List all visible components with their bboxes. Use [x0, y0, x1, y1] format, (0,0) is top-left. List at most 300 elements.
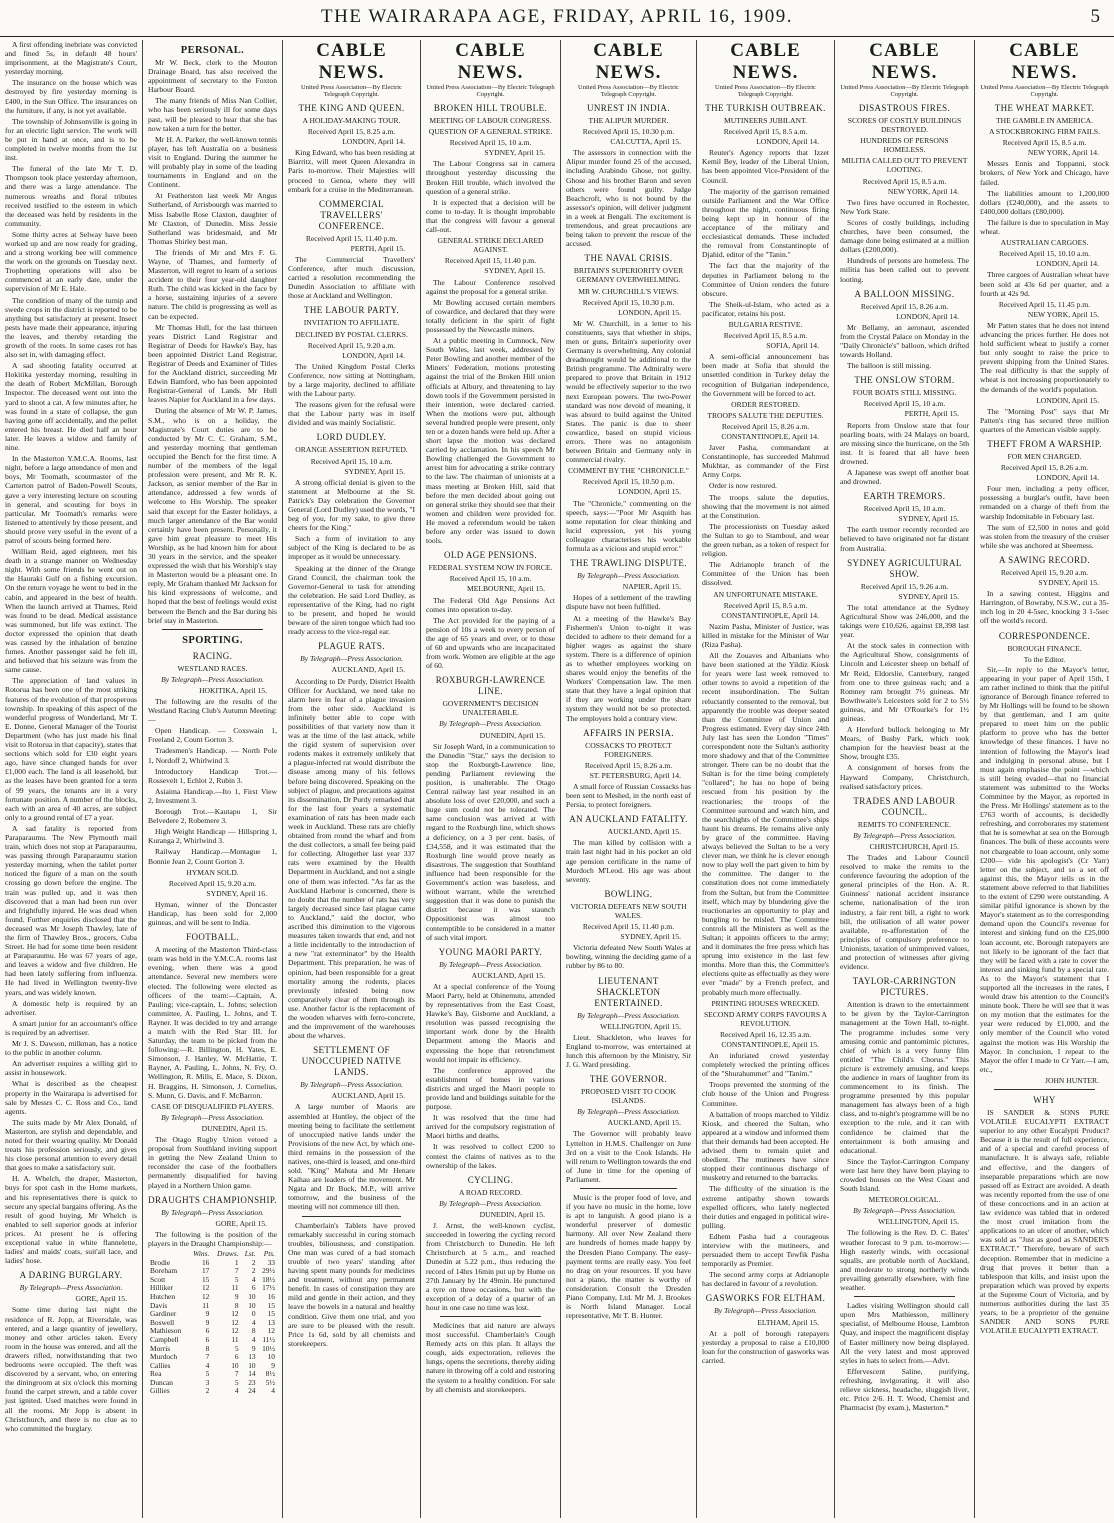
- player-name: Morris: [150, 1343, 171, 1353]
- place-date: SYDNEY, April 15.: [620, 932, 681, 942]
- column-header: Lst.: [244, 1248, 256, 1258]
- dateline: Received April 15, 8.26 a.m.: [860, 301, 949, 311]
- paragraph: The Governor will probably leave Lyttelton in H.M.S. Challenger on June 3rd on a visit to the Cook Islands. He will return to Wellington towards the end of June in time for the opening of Parliament.: [566, 1129, 691, 1184]
- subheadline: PRINTING HOUSES WRECKED.: [711, 998, 820, 1008]
- headline-trades: TRADES AND LABOUR COUNCIL.: [853, 795, 956, 817]
- subheadline: HYMAN SOLD.: [186, 867, 239, 877]
- headline-racing: RACING.: [192, 650, 233, 661]
- player-name: Brodie: [150, 1257, 171, 1267]
- paragraph: Hundreds of persons are homeless. The militia has been called out to prevent looting.: [840, 256, 969, 284]
- paragraph: It was resolved that the time had arrived for the compulsory registration of Maori births and deaths.: [426, 1113, 555, 1141]
- subheadline: MR W. CHURCHILL'S VIEWS.: [578, 286, 679, 296]
- dateline: Received April 15, 10 a.m.: [449, 574, 532, 584]
- paragraph: The troops salute the deputies, showing that the movement is not aimed at the Constitution.: [702, 492, 829, 520]
- paragraph: Hyman, winner of the Doncaster Handicap, has been sold for 2,000 guineas, and will be sent to India.: [148, 899, 277, 928]
- paragraph: Mr Bellamy, an aeronaut, ascended from the Crystal Palace on Monday in the "Daily Chronicle's" balloon, which drifted towards Holland.: [840, 322, 969, 360]
- subheadline: ORANGE ASSERTION REFUTED.: [295, 445, 408, 455]
- subheadline: ORDER RESTORED.: [731, 399, 800, 409]
- paragraph: At a public meeting in Cumnock, New South Wales, last week, addressed by Peter Bowling and another member of the Miners' Federation, motions protesting against the trial of the Broken Hill union officials at Albury, and threatening to lay down tools if the Government persisted in their intention, were declared carried. When the motions were put, although several hundred people were present, only ten or a dozen hands were held up. After a short lapse the motion was declared carried by acclamation. In his speech Mr Bowling challenged the Government to arrest him for advocating a strike contrary to the law. The chairman of unionists at a mass meeting at Broken Hill, said that before the men decided about going out on general strike they should see that their women and children were provided for. He moved a referendum would be taken before any order was issued to down tools.: [426, 336, 555, 546]
- paragraph: The Labour Conference resolved against the proposal for a general strike.: [426, 277, 555, 296]
- paragraph: The "Chronicle," commenting on the speech, says:—"Poor Mr Asquith has some reputation for clear thinking and lucid expression, yet his young colleague characterises his workable formula as a vicious and stupid error.": [566, 498, 691, 554]
- dateline: Received April 15, 8.26 a.m.: [584, 760, 673, 770]
- headline-travellers: COMMERCIAL TRAVELLERS' CONFERENCE.: [318, 198, 385, 231]
- score-cell: 7: [205, 1352, 210, 1362]
- paragraph: A strong official denial is given to the statement at Melbourne at the St. Patrick's Day celebration the Governor General (Lord Dudley) used the words, "I beg of you, for my sake, to give three cheers for the King.": [288, 477, 415, 533]
- paragraph: All the Zouaves and Albanians who have been stationed at the Yildiz Kiosk for years were last week removed to other towns to avoid a repetition of the recent insubordination. The Sultan reluctantly consented to the removal, but apparently the trouble was deeper seated than the Committee of Union and Progress estimated. Every day since 24th July last has seen the London "Times" correspondent note the Sultan's authority more shadowy and that of the Committee stronger. There can be no doubt that the Sultan is for the time being completely "collared"; he has no hope of being rescued from his position by the reactionaries; the troops of the Committee surround and watch him, and the searchlights of the Committee's ships haunt his dreams. He remains alive only by grace of the committee. Having always believed the Sultan to be a very clever man, we think he is clever enough now to play well the part given to him by the committee. The danger to the constitution does not come immediately from the Sultan, but from the Committee itself, which may by blundering give the reactionaries an opportunity to play and bungling to be misled. The Committee controls all the Ministers as well as the Sultan; it appoints officers to the army; and it dominates the free press which has sprung into existence in the last few months. More than this, the Committee's elections quite as effectually as they were ever "made" by a French prefect, and probably much more effectually.: [702, 651, 829, 997]
- score-cell: 29½: [262, 1266, 275, 1276]
- paragraph: Open Handicap. — Coxswain 1, Freeland 2, Count Gorton 3.: [148, 726, 277, 745]
- credit-line: By Telegraph—Press Association.: [853, 830, 956, 840]
- headline-fires: DISASTROUS FIRES.: [858, 103, 951, 113]
- paragraph: The man killed by collision with a train last night had in his pocket an old age pension certificate in the name of Murdoch M'Leod. His age was about seventy.: [566, 838, 691, 884]
- dateline: Received April 15, 8.26 a.m.: [1000, 463, 1089, 473]
- score-cell: 12: [231, 1309, 239, 1319]
- copyright-line: United Press Association—By Electric Telegraph Copyright.: [980, 84, 1109, 98]
- subheadline: MILITIA CALLED OUT TO PREVENT LOOTING.: [841, 156, 968, 175]
- score-cell: 13: [248, 1352, 256, 1362]
- paragraph: The balloon is still missing.: [847, 361, 932, 371]
- paragraph: The township of Johnsonville is going in for an electric light service. The work will be put in hand at once, and is to be completed in twelve months from the 1st inst.: [5, 116, 137, 163]
- headline-draughts: DRAUGHTS CHAMPIONSHIP.: [148, 1194, 277, 1205]
- paragraph: Victoria defeated New South Wales at bowling, winning the deciding game of a rubber by 86 to 80.: [566, 943, 691, 971]
- paragraph: Order is now restored.: [709, 481, 777, 491]
- paragraph: Nazim Pasha, Minister of Justice, was killed in mistake for the Minister of War (Riza Pasha).: [702, 621, 829, 649]
- dateline: Received April 16, 12.35 a.m.: [719, 1029, 812, 1039]
- dateline: Received April 15, 11.40 p.m.: [444, 256, 537, 266]
- headline-burglary: A DARING BURGLARY.: [19, 1270, 123, 1281]
- score-cell: 13: [267, 1317, 275, 1327]
- column-1: [0, 40, 142, 1518]
- credit-line: By Telegraph—Press Association.: [577, 1107, 680, 1117]
- headline-personal: PERSONAL.: [180, 45, 245, 56]
- headline-fatality: AN AUCKLAND FATALITY.: [569, 814, 688, 825]
- paragraph: Sir,—In reply to the Mayor's letter, appearing in your paper of April 15th, I am rather inclined to think that the pitiful ignorance of Borough finance referred to by Mr Hollings will be found to be shown by that gentleman, and I am quite prepared to meet him on the public platform to prove who has the better knowledge of these finances. I have no intention of following the Mayor's lead and indulging in personal abuse, but I must again emphasise the point —which is still being evaded—that no financial statement was submitted to the Works Committee by the Mayor, as reported in the Press. Mr Hollings' statement as to the £763 worth of accounts, is decidedly refreshing, and corroborates my statement that he is somewhat at sea on the Borough finances. The bulk of these accounts were not chargeable to loan account, only some £200— vide his apologist's (Cr Yarr) letter on the subject, and so a set off against this, the Mayor tells us in the statement above referred to that liabilities to the extent of £290 were outstanding. A similar pitiful ignorance is shown by the Mayor's statement as to the corresponding demand upon the Council's revenue for interest and sinking fund on the £25,000 loan account, etc. Borough ratepayers are not likely to be ignorant of the fact that they will be faced with a rate to cover the interest and sinking fund by a special rate. As to the Mayor's statement that I supported all the increases in the rates, I would draw his attention to the Council's minute book. There he will see that it was on my motion that the estimates for the year were reduced by £1,000, and the only member of the Council who voted against the motion was His Worship the Mayor. In conclusion, I repeat to the Mayor the offer I made to Cr Yarr.—I am, etc.,: [980, 664, 1109, 1074]
- score-cell: 10½: [262, 1343, 275, 1353]
- score-cell: 6: [251, 1283, 256, 1293]
- subheadline: COMMENT BY THE "CHRONICLE.": [568, 466, 689, 476]
- score-cell: 4: [251, 1334, 256, 1344]
- headline-gasworks: GASWORKS FOR ELTHAM.: [705, 1293, 826, 1304]
- divider: [580, 1188, 677, 1189]
- score-cell: 4: [205, 1360, 210, 1370]
- paragraph: Attention is drawn to the entertainment to be given by the Taylor-Carrington management at the Town Hall, to-night. The programme includes some very amusing comic and pantomimic pictures, chief of which is a very funny film entitled "The Child's Chorus." This picture is extremely amusing, and keeps the audience in roars of laughter from its commencement to its finish. The programme presented by this popular management has always been of a high class, and to-night's programme will be no exception to the rule, and it can with confidence be claimed that the entertainment is both amusing and educational.: [840, 1000, 969, 1155]
- paragraph: It is expected that a decision will be come to to-day. It is thought improbable that the congress will favour a general call-out.: [426, 197, 555, 235]
- paragraph: Railway Handicap.—Montague 1, Bonnie Jean 2, Count Gorton 3.: [148, 847, 277, 866]
- advertisement: IS SANDER & SONS PURE VOLATILE EUCALYPTI EXTRACT superior to any other Eucalypti Product? Because it is the result of full experience, and of a special and careful process of manufacture. It is always safe, reliable and effective, and the dangers of inseparable preparations which are now passed off as Extract are avoided. A death was recently reported from the use of one of these concoctions and in an action at law evidence was tabled that in ordered the most cruel imitation from the applications to an ulcer of another, which was sold as "Just as good as SANDER'S EXTRACT." Therefore, beware of such deception. Remember that in medicine a drug that proves it better than a tablespoon that kills, and insist upon the preparation which was proved by experts at the Supreme Court of Victoria, and by numerous authorities during the last 35 years, to be a proprietor of the genuine SANDER AND SONS PURE VOLATILE EUCALYPTI EXTRACT.: [980, 1108, 1109, 1336]
- subheadline: GOVERNMENT'S DECISION UNALTERABLE.: [442, 699, 539, 718]
- dateline: Received April 15, 10.10 a.m.: [998, 249, 1091, 259]
- masthead: [0, 0, 1114, 37]
- score-cell: 11½: [262, 1334, 275, 1344]
- subheadline: HUNDREDS OF PERSONS HOMELESS.: [860, 136, 949, 155]
- headline-storm: THE ONSLOW STORM.: [854, 375, 955, 386]
- subheadline: QUESTION OF A GENERAL STRIKE.: [428, 127, 553, 137]
- paragraph: Mr Patten states that he does not intend advancing the prices further. He does not hold sufficient wheat to justify a corner but only sought to raise the price to prevent shipping from the United States. The real difficulty is that the supply of wheat is not increasing proportionately to the demands of the world's population.: [980, 320, 1109, 394]
- subheadline: AUSTRALIAN CARGOES.: [1000, 238, 1089, 248]
- score-cell: 8½: [265, 1369, 275, 1379]
- place-date: SYDNEY, April 15.: [898, 514, 959, 524]
- place-date: WELLINGTON, April 15.: [878, 1217, 959, 1227]
- dateline: Received April 15, 10 a.m.: [310, 456, 393, 466]
- paragraph: The second army corps at Adrianople has declared in favour of a revolution.: [702, 1270, 829, 1289]
- place-date: SYDNEY, April 16.: [206, 888, 267, 898]
- place-date: HOKITIKA, April 15.: [199, 685, 267, 695]
- paragraph: Troops prevented the storming of the club house of the Union and Progress Committee.: [702, 1080, 829, 1108]
- paragraph: A battalion of troops marched to Yildiz Kiosk, and cheered the Sultan, who appeared at a window and informed them that their demands had been accepted. He advised them to remain quiet and obedient. The mutineers have since stopped their continuous discharge of musketry and returned to the barracks.: [702, 1109, 829, 1183]
- paragraph: The liabilities amount to 1,200,000 dollars (£240,000), and the assets to £400,000 dollars (£80,000).: [980, 188, 1109, 216]
- score-cell: 4: [251, 1317, 256, 1327]
- paragraph: A smart junior for an accountant's office is required by an advertiser.: [5, 1018, 137, 1037]
- divider: [162, 629, 263, 630]
- paragraph: The Labour Congress sat in camera throughout yesterday discussing the Broken Hill trouble, which involved the question of a general strike.: [426, 159, 555, 196]
- subheadline: PROPOSED VISIT TO COOK ISLANDS.: [580, 1087, 676, 1106]
- dateline: Received April 15, 8.25 a.m.: [307, 127, 396, 137]
- section-heading: CABLE NEWS.: [869, 40, 940, 83]
- paragraph: According to Dr Purdy, District Health Officer for Auckland, we need take no alarm here in fear of a plague invasion from the other side. Auckland is infinitely better able to cope with possibilities of that variety now than it was at the time of the last attack, while the rigid system of supervision over rodents makes it extremely unlikely that a plague-infected rat would distribute the disease among many of his fellows before being discovered. Speaking on the subject of plague, and precautions against its dissemination, Dr Purdy remarked that for the last four years a systematic examination of rats has been made each week in Auckland. These rats are chiefly obtained from round the wharf and from the dust collectors, a small fee being paid for collecting. Altogether last year 337 rats were examined by the Health Department in Auckland, and not a single one of them was infected. "As far as the Auckland Harbour is concerned, there is no doubt that the number of rats has very largely decreased since last plague came to Auckland," said the doctor, who ascribed this diminution to the vigorous measures taken towards that end, and not a little incidentally to the introduction of a new "rat exterminator" by the Health Department. This preparation, he was of opinion, had been responsible for a great mortality among the rodents, places previously infested being now comparatively clear of them through its use. Another factor is the replacement of the wooden wharves with ferro-concrete, and the improvement of the warehouses about the wharves.: [288, 676, 415, 1041]
- headline-sporting: SPORTING.: [182, 634, 243, 646]
- player-name: Murdoch: [150, 1352, 178, 1362]
- score-cell: 7: [234, 1369, 239, 1379]
- score-cell: 16: [267, 1291, 275, 1301]
- paragraph: Some thirty acres at Selway have been worked up and are now ready for grading, and a strong working bee will commence the work on the grounds on Tuesday next. Trophetting operations will also be commenced at an early date, under the supervision of Mr E. Hale.: [5, 229, 137, 294]
- paragraph: Mr H. A. Parker, the well-known tennis player, has left Australia on a business visit to England. During the summer he will probably play in some of the leading tournaments in England and on the Continent.: [148, 134, 277, 190]
- dateline: Received April 15, 8.26 a.m.: [721, 421, 810, 431]
- place-date: CHRISTCHURCH, April 15.: [869, 841, 959, 851]
- paragraph: An advertiser requires a willing girl to assist in housework.: [5, 1059, 137, 1078]
- score-cell: 10: [248, 1300, 256, 1310]
- place-date: NEW YORK, April 15.: [1027, 309, 1099, 319]
- subheadline: INVITATION TO AFFILIATE.: [303, 318, 400, 328]
- score-cell: 8: [205, 1343, 210, 1353]
- paragraph: The Federal Old Age Pensions Act comes into operation to-day.: [426, 595, 555, 614]
- headline-bowling: BOWLING.: [604, 888, 653, 899]
- place-date: GORE, April 15.: [75, 1294, 127, 1304]
- divider: [440, 1316, 541, 1317]
- paragraph: Such a form of invitation to any subject of the King is declared to be as improper as it would be unnecessary.: [288, 534, 415, 562]
- headline-cycling: CYCLING.: [467, 1174, 514, 1185]
- paragraph: The "Morning Post" says that Mr Patten's ring has secured three million quarters of the American visible supply.: [980, 406, 1109, 434]
- dateline: Received April 15, 8.5 a.m.: [723, 331, 808, 341]
- paragraph: A Japanese was swept off another boat and drowned.: [840, 468, 969, 487]
- score-cell: 12: [231, 1326, 239, 1336]
- paragraph: The conference approved the establishment of homes in various districts and urged the Maori people to provide land and buildings suitable for the purpose.: [426, 1065, 555, 1112]
- paragraph: The following are the results of the Westland Racing Club's Autumn Meeting:—: [148, 697, 277, 725]
- paragraph: High Weight Handicap — Hillspring 1, Kuranga 2, Whirlwind 3.: [148, 827, 277, 846]
- place-date: PERTH, April 15.: [350, 243, 405, 253]
- column-3: [282, 40, 420, 1518]
- place-date: DUNEDIN, April 15.: [479, 730, 545, 740]
- subheadline: AN UNFORTUNATE MISTAKE.: [713, 589, 818, 599]
- place-date: CONSTANTINOPLE, April 15.: [721, 1040, 819, 1049]
- score-cell: 6: [205, 1326, 210, 1336]
- credit-line: By Telegraph—Press Association.: [300, 1080, 403, 1090]
- headline-maori-party: YOUNG MAORI PARTY.: [438, 946, 543, 957]
- paragraph: Asiaima Handicap.—Ito 1, First View 2, Investment 3.: [148, 786, 277, 805]
- paragraph: H. A. Whelch, the draper, Masterton, buys for spot cash in the Home markets, and his representatives there is quick to secure any special bargains offering. As the result of good buying, Mr Whelch is enabled to sell superior goods at inferior prices. At present he is offering exceptional value in white flannelette, ladies' and maids' coats, suit'all lace, and ladies' hose.: [5, 1174, 137, 1266]
- player-name: Hutchen: [150, 1291, 176, 1301]
- place-date: AUCKLAND, April 15.: [331, 1091, 405, 1101]
- score-cell: 33: [267, 1257, 275, 1267]
- subheadline: THE GAMBLE IN AMERICA.: [995, 116, 1094, 125]
- dateline: Received April 15, 8.5 a.m.: [862, 176, 947, 186]
- credit-line: By Telegraph—Press Association.: [577, 1010, 680, 1020]
- dateline: Received April 15, 10 a.m.: [863, 399, 946, 409]
- score-cell: 5: [234, 1274, 239, 1284]
- dateline: Received April 15, 9.26 a.m.: [860, 581, 949, 591]
- column-header: Wins.: [193, 1248, 210, 1258]
- score-cell: 4: [234, 1386, 239, 1396]
- credit-line: By Telegraph—Press Association.: [439, 959, 542, 969]
- paragraph: The Otago Rugby Union vetoed a proposal from Southland inviting support in getting the New Zealand Union to reconsider the case of the footballers permanently disqualified for having played in a Northern Union game.: [148, 1135, 277, 1190]
- column-4: [420, 40, 560, 1518]
- player-name: Mathieson: [150, 1326, 182, 1336]
- player-name: Davis: [150, 1300, 168, 1310]
- paragraph: The fact that the majority of the deputies in Parliament belong to the Committee of Union renders the future obscure.: [702, 261, 829, 298]
- table-row: [148, 1293, 277, 1302]
- copyright-line: United Press Association—By Electric Telegraph Copyright.: [840, 84, 969, 98]
- score-cell: 12: [201, 1283, 210, 1293]
- column-2: [142, 40, 282, 1518]
- score-cell: 10: [231, 1360, 239, 1370]
- player-name: Boreham: [150, 1266, 178, 1276]
- dateline: Received April 15, 9.20 a.m.: [168, 878, 257, 888]
- credit-line: By Telegraph—Press Association.: [439, 719, 542, 729]
- headline-correspondence: CORRESPONDENCE.: [998, 630, 1091, 641]
- paragraph: Reuter's Agency reports that Izzet Kemil Bey, leader of the Liberal Union, has been appointed Vice-President of the Council.: [702, 148, 829, 185]
- dateline: Received April 15, 8.5 a.m.: [1002, 138, 1087, 148]
- place-date: AUCKLAND, April 15.: [607, 1118, 681, 1128]
- score-cell: 9: [271, 1360, 275, 1370]
- place-date: SYDNEY, April 15.: [1038, 578, 1099, 588]
- headline-rats: PLAGUE RATS.: [318, 641, 385, 652]
- advertisement: Effervescent Saline, purifying, refreshing, invigorating, it will also relieve sickness, headache, sluggish liver, etc. Price 2/6. H. T. Wood, Chemist and Pharmacist (by exam.), Masterton.*: [840, 1366, 969, 1413]
- place-date: NEW YORK, April 14.: [887, 186, 959, 196]
- score-cell: 4: [251, 1274, 256, 1284]
- player-name: Campbell: [150, 1334, 179, 1344]
- score-cell: 9: [251, 1343, 256, 1353]
- place-date: SYDNEY, April 15.: [898, 591, 959, 601]
- place-date: NEW YORK, April 14.: [1027, 148, 1099, 158]
- subheadline: A HOLIDAY-MAKING TOUR.: [302, 116, 401, 125]
- section-heading: CABLE NEWS.: [593, 40, 664, 83]
- paragraph: The Sheik-ul-Islam, who acted as a pacificator, retains his post.: [702, 299, 829, 318]
- place-date: LONDON, April 14.: [756, 137, 819, 147]
- paragraph: The many friends of Miss Nan Collier, who has been seriously ill for some days past, will be pleased to hear that she has now taken a turn for the better.: [148, 96, 277, 133]
- paragraph: The reasons given for the refusal were that the Labour party was in itself divided and was mainly Socialistic.: [288, 400, 415, 428]
- headline-trawling: THE TRAWLING DISPUTE.: [570, 558, 687, 569]
- paragraph: The insurance on the house which was destroyed by fire yesterday morning is £400, in the Sun Office. The insurances on the furniture, if any, is not yet available.: [5, 78, 137, 115]
- paragraph: The Trades and Labour Council resolved to make the remits to the conference favouring the adoption of the general principles of the Hon. A. R. Guinness' national accident insurance scheme, nationalisation of the iron industry, a fair rent bill, a right to work bill, the utilisation of all water power available, re-afforestation of the principles of compulsory preference to Unionists, taxation of unimproved values, and protection of witnesses after giving evidence.: [840, 853, 969, 972]
- dateline: Received April 15, 9.20 a.m.: [1000, 567, 1089, 577]
- score-cell: 6: [234, 1352, 239, 1362]
- table-row: [148, 1362, 277, 1371]
- player-name: Scott: [150, 1274, 166, 1284]
- advertisement: Medicines that aid nature are always most successful. Chamberlain's Cough Remedy acts on this plan. It allays the cough, aids expectoration, relieves the lungs, opens the secretions, thereby aiding nature in throwing off a cold and restoring the system to a healthy condition. For sale by all chemists and storekeepers.: [426, 1320, 555, 1394]
- paragraph: King Edward, who has been residing at Biarritz, will meet Queen Alexandra in Paris to-morrow. Their Majesties will proceed to Genoa, where they will embark for a cruise in the Mediterranean.: [288, 148, 415, 194]
- subheadline: GENERAL STRIKE DECLARED AGAINST.: [437, 236, 544, 255]
- subheadline: FEDERAL SYSTEM NOW IN FORCE.: [428, 563, 553, 573]
- headline-turkish: THE TURKISH OUTBREAK.: [705, 103, 826, 113]
- signature: JOHN HUNTER.: [1045, 1075, 1099, 1085]
- draughts-table: [148, 1250, 277, 1396]
- headline-king: THE KING AND QUEEN.: [298, 103, 405, 113]
- column-8: [974, 40, 1114, 1518]
- column-6: [696, 40, 834, 1518]
- table-row: [148, 1387, 277, 1396]
- headline-shackleton: LIEUTENANT SHACKLETON ENTERTAINED.: [594, 975, 663, 1008]
- score-cell: 8: [234, 1300, 239, 1310]
- paragraph: The Adrianople branch of the Committee of the Union has been dissolved.: [702, 560, 829, 588]
- player-name: Duncan: [150, 1377, 173, 1387]
- score-cell: 11: [231, 1334, 239, 1344]
- player-name: Gillies: [150, 1386, 170, 1396]
- credit-line: By Telegraph—Press Association.: [577, 571, 680, 581]
- place-date: CALCUTTA, April 15.: [610, 137, 681, 147]
- place-date: DUNEDIN, April 15.: [479, 1209, 545, 1219]
- page-number: 5: [1090, 6, 1100, 27]
- copyright-line: United Press Association—By Electric Telegraph Copyright.: [426, 84, 555, 98]
- credit-line: By Telegraph—Press Association.: [300, 654, 403, 664]
- section-heading: CABLE NEWS.: [455, 40, 526, 83]
- section-heading: CABLE NEWS.: [316, 40, 387, 83]
- score-cell: 5½: [265, 1377, 275, 1387]
- score-cell: 9: [205, 1309, 210, 1319]
- paragraph: The total attendance at the Sydney Agricultural Show was 246,000, and the takings were £10,626, against £8,398 last year.: [840, 602, 969, 640]
- headline-football: FOOTBALL.: [186, 932, 239, 943]
- paragraph: An infuriated crowd yesterday completely wrecked the printing offices of the "Shurahummet" and "Tanim.": [702, 1051, 829, 1079]
- paragraph: Mr W. Beck, clerk to the Mouton Drainage Board, has also received the appointment of secretary to the Foxton Harbour Board.: [148, 58, 277, 95]
- score-cell: 11: [202, 1300, 210, 1310]
- credit-line: By Telegraph—Press Association.: [19, 1283, 123, 1293]
- paragraph: A sad shooting fatality occurred at Hokitika yesterday morning, resulting in the death of Robert McMillan, Borough Inspector. The deceased went out into the yard to shoot a cat. A few minutes after, he was found in a state of collapse, the gun having gone off accidentally, and the pellet entered his breast. He died half an hour later. He leaves a widow and family of nine.: [5, 361, 137, 453]
- player-name: Hilliker: [150, 1283, 173, 1293]
- score-cell: 10: [248, 1360, 256, 1370]
- headline-roxburgh: ROXBURGH-LAWRENCE LINE.: [435, 675, 546, 697]
- advertisement: Chamberlain's Tablets have proved remarkably successful in curing stomach troubles, biliousness, and constipation. One man was cured of a bad stomach trouble of two years' standing after having spent many pounds for medicines and treatment, without any permanent benefit. In cases of constipation they are mild and gentle in their action, and they leave the bowels in a natural and healthy condition. Give them one trial, and you are sure to be pleased with the result. Price 1s 6d, sold by all chemists and storekeepers.: [288, 1220, 415, 1348]
- subheadline: BULGARIA RESTIVE.: [728, 319, 803, 329]
- subheadline: FOUR BOATS STILL MISSING.: [852, 388, 957, 398]
- subheadline: A ROAD RECORD.: [458, 1187, 523, 1197]
- paragraph: The earth tremor recently recorded are believed to have originated not far distant from Australia.: [840, 525, 969, 553]
- paragraph: At a special conference of the Young Maori Party, held at Ohinemutu, attended by representatives from the East Coast, Hawke's Bay, Gisborne and Auckland, a resolution was passed recognising the important work done by the Health Department among the Maoris and expressing the hope that retrenchment would not impair its efficiency.: [426, 981, 555, 1064]
- paragraph: At the stock sales in connection with the Agricultural Show, consignments of Lincoln and Leicester sheep on behalf of Mr Reid, Eldorslie, Canterbury, ranged from one to three guineas each; and a Romney ram brought 7½ guineas. Mr Bowthwaite's Leicesters sold for 2 to 5½ guineas, and Mr O'Rourke's for 1½ guineas.: [840, 641, 969, 723]
- paragraph: Speaking at the dinner of the Orange Grand Council, the chairman took the Governor-General to task for attending the celebration. He said Lord Dudley, as representative of the King, had no right to be present, and hoped he would beware of the siren tongue which had too ready access to the vice-regal ear.: [288, 563, 415, 637]
- subheadline: A STOCKBROKING FIRM FAILS.: [988, 127, 1101, 137]
- dateline: Received April 15, 10.30 p.m.: [582, 127, 675, 137]
- paragraph: A semi-official announcement has been made at Sofia that should the unsettled condition in Turkey delay the recognition of Bulgarian independence, the Government will be forced to act.: [702, 352, 829, 398]
- headline-persia: AFFAIRS IN PERSIA.: [583, 727, 674, 738]
- subheadline: VICTORIA DEFEATS NEW SOUTH WALES.: [570, 901, 687, 920]
- dateline: Received April 15, 11.40 p.m.: [305, 233, 398, 243]
- score-cell: 12: [201, 1291, 210, 1301]
- score-cell: 18½: [262, 1274, 275, 1284]
- dateline: Received April 15, 10 a.m.: [449, 138, 532, 148]
- paragraph: William Reid, aged eighteen, met his death in a strange manner on Wednesday night. With some friends he went out on the Hauraki Gulf on a fishing excursion. On the return voyage he went to bed in the cabin, and appeared in the best of health. When the launch arrived at Thames, Reid was found to be dead. Medical assistance was summoned, but life was extinct. The doctor expressed the opinion that death was caused by the inhalation of benzine fumes. Another passenger said he felt ill, and believed that his seizure was from the same cause.: [5, 547, 137, 675]
- paragraph: Mr J. S. Dawson, milkman, has a notice to the public in another column.: [5, 1039, 137, 1058]
- score-cell: 15: [201, 1274, 210, 1284]
- paragraph: Introductory Handicap Trot.—Rossevelt 1, Echlot 2, Rubin 3.: [148, 766, 277, 785]
- dateline: Received April 15, 10 a.m.: [863, 504, 946, 514]
- subheadline: BRITAIN'S SUPERIORITY OVER GERMANY OVERWHELMING.: [573, 266, 684, 285]
- paragraph: Edhem Pasha had a courageous interview with the mutineers, and persuaded them to accept Tewfik Pasha temporarily as Premier.: [702, 1231, 829, 1269]
- paragraph: The appreciation of land values in Rotorua has been one of the most striking features of the evolution of that prosperous township. In speaking of this aspect of the wonderful progress of Wonderland, Mr T. E. Donne, General Manager of the Tourist Department (who has just made his final visit to Rotorua in that capacity), states that sections which sold for £30 eight years ago, have since changed hands for over £1,000 each. The land is all leasehold, but as the leases have been granted for a term of 99 years, the tenants are in a very fortunate position. A number of the blocks, each with an area of 40 acres, are subject only to a ground rental of £7 a year.: [5, 676, 138, 822]
- paragraph: The following is the Rev. D. C. Bates' weather forecast to 9 p.m. to-morrow:—High easterly winds, with occasional squalls, are probable north of Auckland, and moderate to strong northerly winds prevailing generally elsewhere, with fine weather.: [840, 1228, 969, 1293]
- headline-theft: THEFT FROM A WARSHIP.: [987, 439, 1102, 449]
- subheadline: SECOND ARMY CORPS FAVOURS A REVOLUTION.: [703, 1009, 828, 1028]
- newspaper-title: THE WAIRARAPA AGE, FRIDAY, APRIL 16, 1909.: [321, 6, 793, 27]
- score-cell: 16: [201, 1257, 210, 1267]
- table-row: [148, 1267, 277, 1276]
- headline-show: SYDNEY AGRICULTURAL SHOW.: [847, 557, 962, 579]
- dateline: Received April 15, 10.30 p.m.: [582, 297, 675, 307]
- score-cell: 10: [267, 1352, 275, 1362]
- salutation: To the Editor.: [1023, 654, 1066, 664]
- paragraph: The processionists on Tuesday asked the Sultan to go to Stamboul, and wear the green turban, as a token of respect for religion.: [702, 521, 829, 559]
- score-cell: 2: [205, 1386, 210, 1396]
- paragraph: J. Arnst, the well-known cyclist, succeeded in lowering the cycling record from Christchurch to Dunedin. He left Christchurch at 5 a.m., and reached Dunedin at 5.22 p.m., thus reducing the record of 14hrs 16min put up by Hume on 27th January by 1hr 49min. He punctured a tyre on three occasions, but with the exception of a delay of a quarter of an hour in one case no time was lost.: [426, 1221, 555, 1312]
- credit-line: By Telegraph—Press Association.: [161, 1112, 264, 1122]
- paragraph: At Featherston last week Mr Angus Sutherland, of Arrisbourgh was married to Miss Isabelle Rose Claxton, daughter of Mr Claxton, of Dunedin. Miss Jessie Sutherland was bridesmaid, and Mr Thomas Shirley best man.: [148, 191, 277, 246]
- credit-line: By Telegraph—Press Association.: [161, 1207, 264, 1217]
- place-date: AUCKLAND, April 15.: [331, 665, 405, 675]
- paragraph: A first offending inebriate was convicted and fined 5s, in default 48 hours' imprisonment, at the Magistrate's Court, yesterday morning.: [5, 40, 137, 77]
- subheadline: CASE OF DISQUALIFIED PLAYERS.: [151, 1101, 274, 1111]
- score-cell: 15: [267, 1309, 275, 1319]
- score-cell: 6: [205, 1334, 210, 1344]
- place-date: LONDON, April 14.: [1036, 259, 1099, 269]
- paragraph: Mr Thomas Hull, for the last thirteen years District Land Registrar and Registrar of Deeds for Hawke's Bay, has been appointed District Land Registrar, Registrar of Deeds and Examiner of Titles for the Auckland district, succeeding Mr Edwin Bamford, who has been appointed Registrar-General of Lands. Mr Hull leaves Napier for Auckland in a few days.: [148, 322, 277, 405]
- dateline: Received April 15, 8.5 a.m.: [723, 600, 808, 610]
- dateline: Received April 15, 10.50 p.m.: [582, 477, 675, 487]
- paragraph: The condition of many of the turnip and swede crops in the district is reported to be anything but satisfactory at present. Insect pests have made their appearance, injuring the leaves, and thereby retarding the growth of the roots. In some cases rot has also set in, with damaging effect.: [5, 295, 137, 360]
- column-header: Pts.: [263, 1248, 275, 1258]
- place-date: LONDON, April 15.: [618, 307, 681, 317]
- headline-taylor: TAYLOR-CARRINGTON PICTURES.: [852, 976, 957, 998]
- subheadline: BOROUGH FINANCE.: [1007, 643, 1082, 653]
- score-cell: 4: [271, 1386, 275, 1396]
- credit-line: By Telegraph—Press Association.: [714, 1306, 817, 1316]
- column-7: [834, 40, 974, 1518]
- score-cell: 10: [248, 1291, 256, 1301]
- place-date: CONSTANTINOPLE, April 14.: [721, 610, 819, 620]
- score-cell: 2: [251, 1266, 256, 1276]
- paragraph: Sir Joseph Ward, in a communication to the Dunedin "Star," says the decision to stop the Roxburgh-Lawrence line, pending Parliament reviewing the position, is unalterable. The Otago Central railway last year resulted in an absolute loss of over £20,000, and such a huge sum could not be tolerated. The same conclusion was arrived at with regard to the Roxburgh line, which shows a deficiency, on a 3 per cent. basis, of £34,558, and it was estimated that the Roxburgh line would prove nearly as disastrous. The suggestion that Southland influence had been responsible for the Government's action was baseless, and without warrant, while the wretched suggestion that it was done to punish the district because it was staunch Oppositionist was almost too contemptible to be considered in a matter of such vital import.: [426, 741, 555, 942]
- score-cell: 12: [231, 1317, 239, 1327]
- paragraph: At a meeting of the Hawke's Bay Fishermen's Union to-night it was decided to adhere to their demand for a higher wages as against the share system. There is a difference of opinion as to whether employees working on shares would enjoy the benefits of the Workers' Compensation law. The men state that they have a legal opinion that if they are working under the share system they would not be so protected. The employers hold a contrary view.: [566, 613, 691, 723]
- subheadline: DECLINED BY POSTAL CLERKS.: [295, 329, 408, 339]
- headline-tremors: EARTH TREMORS.: [863, 491, 946, 502]
- divider: [302, 1216, 401, 1217]
- paragraph: Three cargoes of Australian wheat have been sold at 43s 6d per quarter, and a fourth at 42s 9d.: [980, 270, 1109, 298]
- paragraph: A sad fatality is reported from Paraparaumu. The New Plymouth mail train, which does not stop at Paraparaumu, was passing through Paraparaumu station yesterday morning, when the tablet porter noticed the figure of a man on the south crossing go down before the engine. The train was pulled up, and it was then discovered that a man had been run over and frightfully injured. He was dead when found. Further enquiries disclosed that the deceased was Mr Joseph Thawley, late of the firm of Thawley Bros., grocers, Cuba Street. He had for some time been resident at Paraparaumu. He was 67 years of age, and leaves a widow and five children. He had been lately suffering from influenza. He had lived in Wellington twenty-five years, and was widely known.: [5, 823, 137, 997]
- divider: [854, 1296, 955, 1297]
- divider: [994, 1089, 1095, 1090]
- paragraph: A Hereford bullock belonging to Mr Mears, of Busby Park, which took champion for the heaviest beast at the Show, brought £35.: [840, 725, 969, 762]
- place-date: SYDNEY, April 15.: [484, 266, 545, 276]
- paragraph: In a sawing contest, Higgins and Harrington, of Bowraby, N.S.W., cut a 35-inch log in 20 4-5sec, knocking 3 1-5sec off the world's record.: [980, 589, 1109, 626]
- paragraph: A consignment of horses from the Hayward Company, Christchurch, realised satisfactory prices.: [840, 763, 969, 791]
- place-date: CONSTANTINOPLE, April 14.: [721, 432, 819, 441]
- place-date: AUCKLAND, April 15.: [607, 827, 681, 837]
- score-cell: 7: [234, 1266, 239, 1276]
- paragraph: Lieut. Shackleton, who leaves for England to-morrow, was entertained at lunch this afternoon by the Ministry, Sir J. G. Ward presiding.: [566, 1032, 691, 1069]
- place-date: SYDNEY, April 15.: [344, 466, 405, 476]
- copyright-line: United Press Association—By Electric Telegraph Copyright.: [715, 84, 816, 98]
- dateline: Received April 15, 11.45 p.m.: [998, 299, 1091, 309]
- dateline: Received April 15, 9.20 a.m.: [307, 340, 396, 350]
- section-heading: CABLE NEWS.: [1009, 40, 1080, 83]
- score-cell: 3: [205, 1377, 210, 1387]
